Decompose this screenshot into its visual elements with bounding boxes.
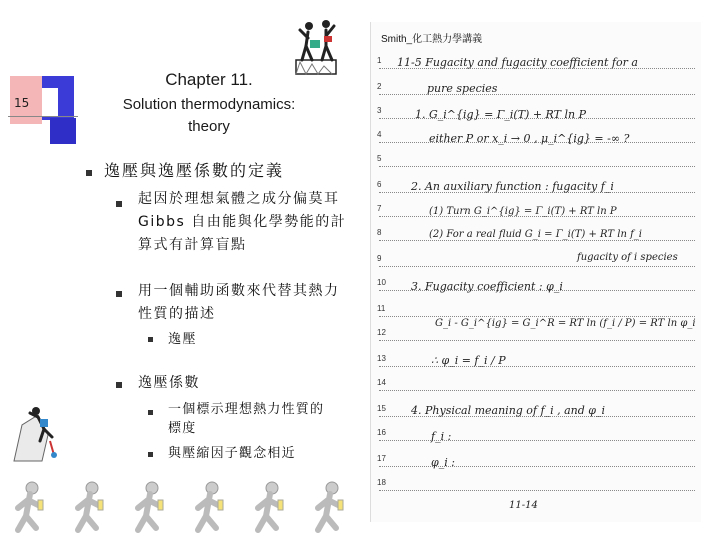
ruled-line <box>379 366 695 367</box>
bullet-fugacity-coefficient: 逸壓係數 <box>138 375 200 391</box>
notebook-header: Smith_化工熱力學講義 <box>381 34 483 45</box>
note-line: either P or x_i → 0 , μ_i^{ig} = -∞ ? <box>429 132 630 145</box>
bullet-reason: 起因於理想氣體之成分偏莫耳 Gibbs 自由能與化學勢能的計算式有計算盲點 <box>138 191 347 253</box>
line-number: 13 <box>377 354 386 363</box>
title-subject-cont: theory <box>188 118 230 135</box>
line-number: 9 <box>377 254 382 263</box>
handwritten-notebook-page <box>370 22 701 522</box>
ruled-line <box>379 166 695 167</box>
ruled-line <box>379 490 695 491</box>
line-number: 10 <box>377 278 386 287</box>
note-equation: (2) For a real fluid G_i = Γ_i(T) + RT ln f_i <box>429 229 642 240</box>
line-number: 8 <box>377 228 382 237</box>
bullet-ideal-scale: 一個標示理想熱力性質的標度 <box>168 402 325 436</box>
ruled-line <box>379 316 695 317</box>
bullet-marker <box>116 382 122 388</box>
bullet-marker <box>116 201 122 207</box>
bullet-auxiliary-function: 用一個輔助函數來代替其熱力性質的描述 <box>138 283 340 322</box>
ruled-line <box>379 340 695 341</box>
line-number: 2 <box>377 82 382 91</box>
running-people-icon <box>0 470 362 540</box>
title-chapter: Chapter 11. <box>165 70 253 89</box>
bullet-marker <box>148 452 153 457</box>
line-number: 6 <box>377 180 382 189</box>
line-number: 18 <box>377 478 386 487</box>
line-number: 12 <box>377 328 386 337</box>
line-number: 4 <box>377 130 382 139</box>
line-number: 7 <box>377 204 382 213</box>
climbing-people-icon <box>292 16 346 78</box>
bullet-marker <box>148 410 153 415</box>
note-section-heading: 11-5 Fugacity and fugacity coefficient for a <box>397 56 638 69</box>
ruled-line <box>379 390 695 391</box>
line-number: 17 <box>377 454 386 463</box>
note-equation: ∴ φ_i = f_i / P <box>431 354 506 367</box>
slide-number: 15 <box>14 96 30 110</box>
line-number: 14 <box>377 378 386 387</box>
bullet-fugacity: 逸壓 <box>168 332 198 347</box>
note-line: φ_i : <box>431 456 455 469</box>
line-number: 3 <box>377 106 382 115</box>
note-line: 3. Fugacity coefficient : φ_i <box>411 280 563 293</box>
bullet-definition-fugacity: 逸壓與逸壓係數的定義 <box>104 161 285 180</box>
line-number: 11 <box>377 304 386 313</box>
note-line: 4. Physical meaning of f_i , and φ_i <box>411 404 605 417</box>
decor-square-blue-small <box>50 118 76 144</box>
line-number: 1 <box>377 56 382 65</box>
note-equation: G_i - G_i^{ig} = G_i^R = RT ln (f_i / P) = RT ln φ_i <box>435 318 696 329</box>
decor-line <box>8 116 78 117</box>
ruled-line <box>379 440 695 441</box>
line-number: 16 <box>377 428 386 437</box>
ruled-line <box>379 466 695 467</box>
bullet-compressibility: 與壓縮因子觀念相近 <box>168 446 296 461</box>
title-subject: Solution thermodynamics: <box>122 96 296 113</box>
rock-climber-icon <box>8 405 68 465</box>
line-number: 5 <box>377 154 382 163</box>
ruled-line <box>379 266 695 267</box>
decor-square-white <box>42 88 58 116</box>
ruled-line <box>379 240 695 241</box>
note-equation: 1. G_i^{ig} = Γ_i(T) + RT ln P <box>415 108 586 121</box>
note-annotation: fugacity of i species <box>577 252 678 263</box>
note-line: 2. An auxiliary function : fugacity f_i <box>411 180 614 193</box>
line-number: 15 <box>377 404 386 413</box>
note-line: f_i : <box>431 430 452 443</box>
bullet-marker <box>148 337 153 342</box>
note-line: pure species <box>427 82 498 95</box>
bullet-marker <box>86 170 92 176</box>
note-page-number: 11-14 <box>509 500 538 511</box>
note-equation: (1) Turn G_i^{ig} = Γ_i(T) + RT ln P <box>429 206 617 217</box>
bullet-marker <box>116 291 122 297</box>
